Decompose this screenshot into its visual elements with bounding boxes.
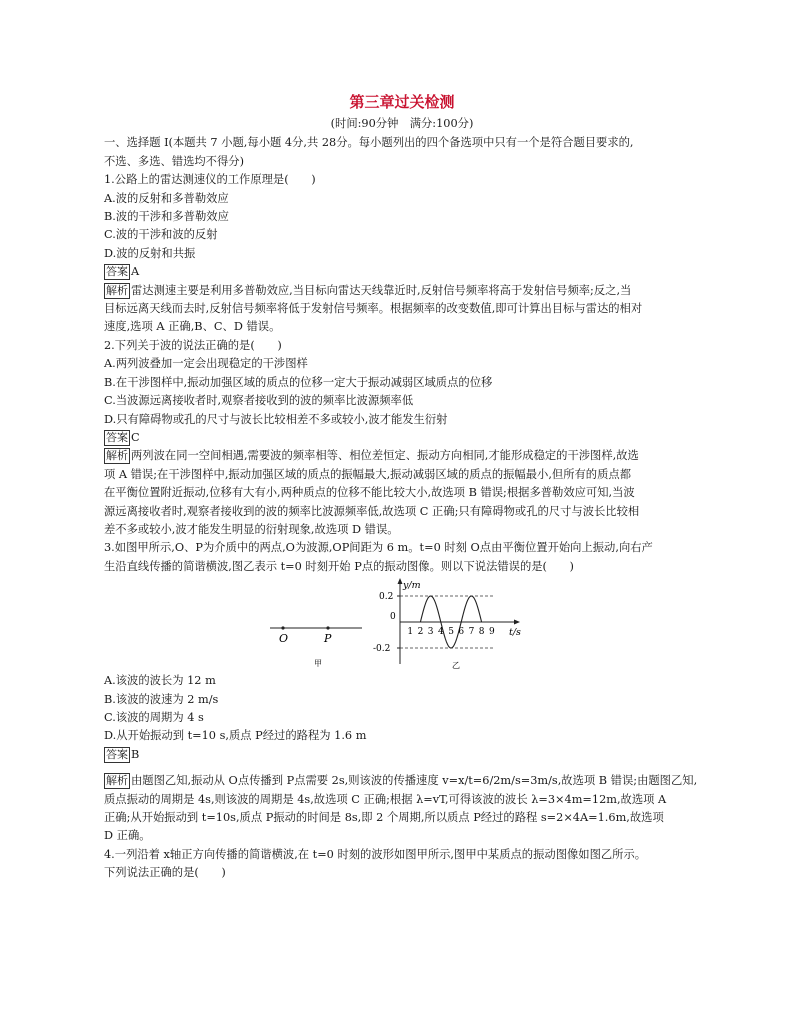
answer-tag: 答案 [106, 265, 128, 279]
q3-option-a: A.该波的波长为 12 m [104, 674, 216, 688]
answer-tag: 答案 [106, 430, 128, 444]
exam-page [104, 92, 700, 883]
q3-analysis-line: 正确;从开始振动到 t=10s,质点 P振动的时间是 8s,即 2 个周期,所以质点 P经过的路程 s=2×4A=1.6m,故选项 [104, 811, 664, 824]
q2-analysis-line [104, 447, 700, 465]
q3-analysis-line [104, 772, 700, 790]
q1-analysis-line: 速度,选项 A 正确,B、C、D 错误。 [104, 320, 281, 334]
x-tick-label: 3 [427, 627, 434, 638]
q1-stem: 1.公路上的雷达测速仪的工作原理是( ) [104, 173, 316, 187]
answer-tag: 答案 [106, 747, 128, 761]
q1-answer [104, 263, 700, 281]
y-axis-label: y/m [403, 580, 421, 592]
x-tick-label: 5 [448, 627, 454, 638]
x-tick-label: 7 [468, 627, 475, 638]
q3-option-d: D.从开始振动到 t=10 s,质点 P经过的路程为 1.6 m [104, 729, 367, 743]
q3-figures [104, 576, 700, 672]
analysis-tag: 解析 [106, 774, 128, 788]
q2-answer-value: C [131, 430, 140, 444]
x-tick-label: 6 [458, 627, 465, 638]
figure-yi-chart [368, 576, 544, 672]
point-p-dot [326, 627, 329, 630]
q1-option-d: D.波的反射和共振 [104, 246, 196, 260]
x-tick-label: 8 [478, 627, 485, 638]
q3-analysis-line: 质点振动的周期是 4s,则该波的周期是 4s,故选项 C 正确;根据 λ=vT,可得该波的波长 λ=3×4m=12m,故选项 A [104, 792, 667, 806]
x-tick-label: 2 [417, 627, 424, 638]
q1-analysis-line: 目标远离天线而去时,反射信号频率将低于发射信号频率。根据频率的改变数值,即可计算出目标与雷达的相对 [104, 302, 643, 316]
figure-jia-caption: 甲 [314, 659, 322, 669]
q3-answer [104, 746, 700, 764]
figure-jia [268, 614, 378, 674]
origin-label: 0 [390, 612, 396, 623]
y-axis-arrow [398, 578, 403, 584]
x-axis-label: t/s [509, 627, 521, 639]
analysis-tag: 解析 [106, 449, 128, 463]
subtitle: (时间:90分钟 满分:100分) [330, 117, 474, 130]
q4-stem-cont: 下列说法正确的是( ) [104, 866, 226, 880]
q3-answer-value: B [131, 747, 140, 761]
q1-answer-value: A [131, 265, 140, 279]
x-tick-label: 9 [489, 627, 495, 638]
figure-yi-caption: 乙 [452, 661, 460, 671]
q3-analysis-text: 由题图乙知,振动从 O点传播到 P点需要 2s,则该波的传播速度 v=x/t=6/2m/s=3m/s,故选项 B 错误;由题图乙知, [131, 774, 698, 788]
section-heading: 一、选择题 Ⅰ(本题共 7 小题,每小题 4分,共 28分。每小题列出的四个备选项中只有一个是符合题目要求的, [104, 136, 634, 150]
analysis-tag: 解析 [106, 283, 128, 297]
q3-stem-cont: 生沿直线传播的简谐横波,图乙表示 t=0 时刻开始 P点的振动图像。则以下说法错误的是( ) [104, 559, 574, 573]
q2-option-d: D.只有障碍物或孔的尺寸与波长比较相差不多或较小,波才能发生衍射 [104, 412, 448, 426]
point-o-label: O [279, 632, 289, 646]
q2-option-b: B.在干涉图样中,振动加强区域的质点的位移一定大于振动减弱区域质点的位移 [104, 375, 493, 389]
section-heading-cont: 不选、多选、错选均不得分) [104, 154, 244, 168]
q1-analysis-text: 雷达测速主要是利用多普勒效应,当目标向雷达天线靠近时,反射信号频率将高于发射信号频率;反之,当 [131, 283, 632, 297]
page-title: 第三章过关检测 [349, 93, 455, 111]
point-o-dot [281, 627, 284, 630]
x-tick-labels [407, 627, 495, 637]
q2-answer [104, 429, 700, 447]
q1-option-b: B.波的干涉和多普勒效应 [104, 210, 229, 224]
point-p-label: P [324, 632, 332, 646]
q2-stem: 2.下列关于波的说法正确的是( ) [104, 338, 282, 352]
q2-analysis-text: 两列波在同一空间相遇,需要波的频率相等、相位差恒定、振动方向相同,才能形成稳定的干涉图样,故选 [131, 449, 639, 463]
q2-option-c: C.当波源远离接收者时,观察者接收到的波的频率比波源频率低 [104, 394, 414, 408]
q2-option-a: A.两列波叠加一定会出现稳定的干涉图样 [104, 357, 308, 371]
x-axis-arrow [514, 620, 520, 625]
q1-option-a: A.波的反射和多普勒效应 [104, 191, 229, 205]
y-tick-bottom: -0.2 [373, 644, 391, 655]
q2-analysis-line: 差不多或较小,波才能发生明显的衍射现象,故选项 D 错误。 [104, 522, 399, 536]
x-tick-label: 1 [407, 627, 414, 638]
q2-analysis-line: 源远离接收者时,观察者接收到的波的频率比波源频率低,故选项 C 正确;只有障碍物或孔的尺寸与波长比较相 [104, 504, 640, 518]
q4-stem: 4.一列沿着 x轴正方向传播的简谐横波,在 t=0 时刻的波形如图甲所示,图甲中某质点的振动图像如图乙所示。 [104, 847, 647, 861]
q3-analysis-line: D 正确。 [104, 829, 151, 843]
q3-stem: 3.如图甲所示,O、P为介质中的两点,O为波源,OP间距为 6 m。t=0 时刻 O点由平衡位置开始向上振动,向右产 [104, 541, 653, 555]
q2-analysis-line: 在平衡位置附近振动,位移有大有小,两种质点的位移不能比较大小,故选项 B 错误;根据多普勒效应可知,当波 [104, 486, 635, 500]
q1-option-c: C.波的干涉和波的反射 [104, 228, 218, 242]
q2-analysis-line: 项 A 错误;在干涉图样中,振动加强区域的质点的振幅最大,振动减弱区域的质点的振幅最小,但所有的质点都 [104, 467, 631, 481]
q3-option-c: C.该波的周期为 4 s [104, 710, 204, 724]
x-tick-label: 4 [438, 627, 444, 638]
q1-analysis-line [104, 282, 700, 300]
y-tick-top: 0.2 [379, 592, 394, 603]
q3-option-b: B.该波的波速为 2 m/s [104, 692, 219, 706]
